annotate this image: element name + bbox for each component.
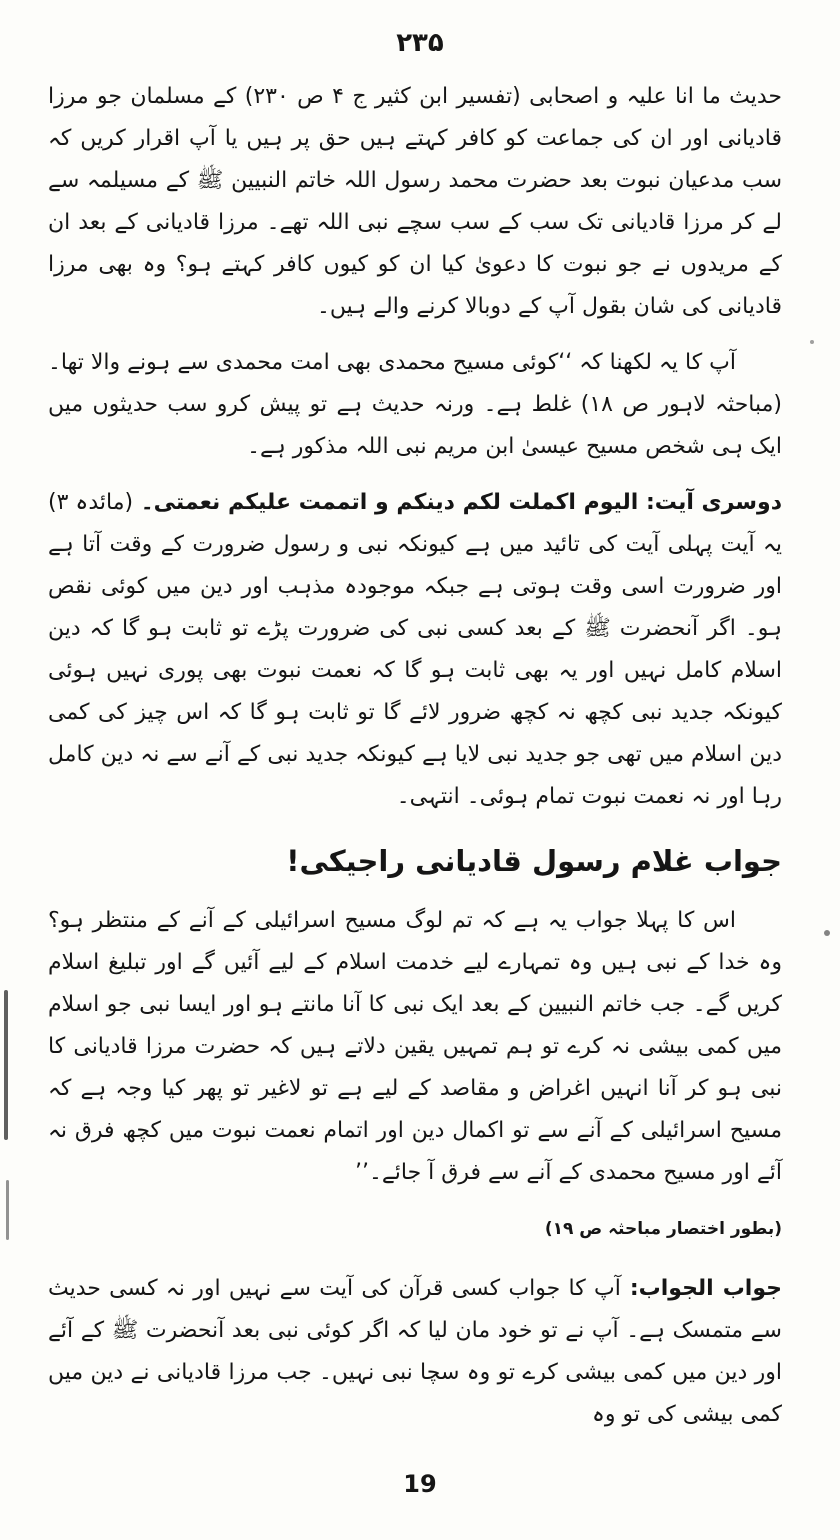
section-heading-jawab: جواب غلام رسول قادیانی راجیکی! — [286, 844, 782, 878]
counter-reply-text: آپ کا جواب کسی قرآن کی آیت سے نہیں اور نہ کسی حدیث سے متمسک ہے۔ آپ نے تو خود مان لیا کہ اگر کوئی نبی بعد آنحضرت ﷺ کے آئے اور دین میں کمی بیشی کرے تو وہ سچا نبی نہیں۔ جب مرزا قادیانی نے دین میں کمی بیشی کی تو وہ — [48, 1275, 782, 1427]
scan-artifact-left — [4, 990, 8, 1140]
second-verse-explanation: (مائدہ ۳) یہ آیت پہلی آیت کی تائید میں ہے کیونکہ نبی و رسول ضرورت کے وقت آتا ہے اور ضرورت اسی وقت ہوتی ہے جبکہ موجودہ مذہب اور دین میں کوئی نقص ہو۔ اگر آنحضرت ﷺ کے بعد کسی نبی کی ضرورت پڑے تو ثابت ہو گا کہ دین اسلام کامل نہیں اور یہ بھی ثابت ہو گا کہ نعمت نبوت بھی پوری نہیں ہوئی کیونکہ جدید نبی کچھ نہ کچھ ضرور لائے گا تو ثابت ہو گا کہ اس چیز کی کمی دین اسلام میں تھی جو جدید نبی لایا ہے کیونکہ جدید نبی کے آنے سے نہ دین کامل رہا اور نہ نعمت نبوت تمام ہوئی۔ انتہی۔ — [48, 490, 782, 809]
quran-verse-text: الیوم اکملت لکم دینکم و اتممت علیکم نعمتی۔ — [133, 490, 639, 515]
scan-artifact-left-2 — [6, 1180, 9, 1240]
scan-artifact-right-2 — [810, 340, 814, 344]
paragraph-hadith-argument: حدیث ما انا علیہ و اصحابی (تفسیر ابن کثیر ج ۴ ص ۲۳۰) کے مسلمان جو مرزا قادیانی اور ان کی جماعت کو کافر کہتے ہیں حق پر ہیں یا آپ اقرار کریں کہ سب مدعیان نبوت بعد حضرت محمد رسول اللہ خاتم النبیین ﷺ کے مسیلمہ سے لے کر مرزا قادیانی تک سب کے سب سچے نبی اللہ تھے۔ مرزا قادیانی کے بعد ان کے مریدوں نے جو نبوت کا دعویٰ کیا ان کو کیوں کافر کہتے ہو؟ وہ بھی مرزا قادیانی کی شان بقول آپ کے دوبالا کرنے والے ہیں۔ — [48, 84, 782, 319]
scan-artifact-right — [824, 930, 830, 936]
second-verse-lead: دوسری آیت: — [638, 490, 783, 515]
paragraph-second-verse — [48, 482, 782, 818]
paragraph-quote-rebuttal: آپ کا یہ لکھنا کہ ‘‘کوئی مسیح محمدی بھی امت محمدی سے ہونے والا تھا۔ (مباحثہ لاہور ص ۱۸) غلط ہے۔ ورنہ حدیث ہے تو پیش کرو سب حدیثوں میں ایک ہی شخص مسیح عیسیٰ ابن مریم نبی اللہ مذکور ہے۔ — [48, 350, 783, 459]
paragraph-counter-reply — [48, 1268, 782, 1436]
paragraph-qadiani-answer: اس کا پہلا جواب یہ ہے کہ تم لوگ مسیح اسرائیلی کے آنے کے منتظر ہو؟ وہ خدا کے نبی ہیں وہ تمہارے لیے خدمت اسلام کے لیے آئیں گے اور تبلیغ اسلام کریں گے۔ جب خاتم النبیین کے بعد ایک نبی کا آنا مانتے ہو اور ایسا نبی جو اسلام میں کمی بیشی نہ کرے تو ہم تمہیں یقین دلاتے ہیں کہ حضرت مرزا قادیانی کا نبی ہو کر آنا انہیں اغراض و مقاصد کے لیے ہے تو لاغیر تو پھر کیا وجہ ہے کہ مسیح اسرائیلی کے آنے سے تو اکمال دین اور اتمام نعمت نبوت میں کچھ فرق نہ آئے اور مسیح محمدی کے آنے سے فرق آ جائے۔’’ — [48, 907, 782, 1185]
page-body — [0, 58, 840, 1436]
counter-reply-lead: جواب الجواب: — [620, 1275, 782, 1301]
page-number-bottom: 19 — [403, 1470, 437, 1498]
page-number-top: ۲۳۵ — [396, 28, 444, 58]
footnote-reference: (بطور اختصار مباحثہ ص ۱۹) — [544, 1218, 782, 1239]
